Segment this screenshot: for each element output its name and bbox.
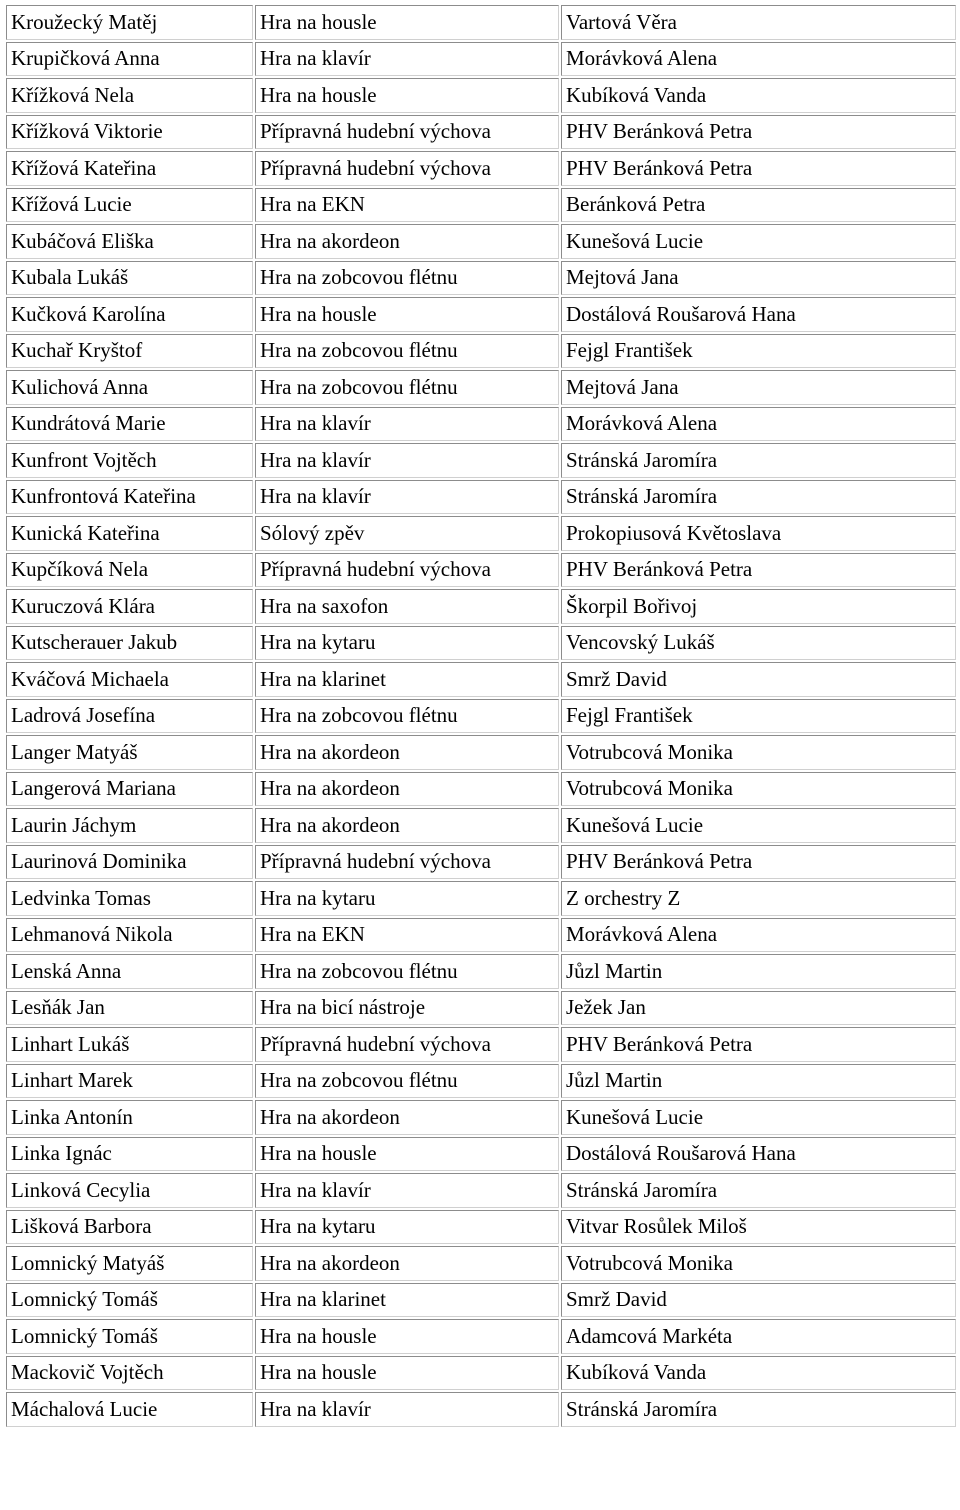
teacher-cell: Morávková Alena [561, 918, 956, 953]
student-name-cell: Lomnický Matyáš [6, 1246, 253, 1281]
subject-cell: Hra na housle [255, 1137, 559, 1172]
student-name-cell: Lomnický Tomáš [6, 1319, 253, 1354]
table-row [6, 78, 956, 113]
teacher-cell: PHV Beránková Petra [561, 115, 956, 150]
student-name-cell: Kubala Lukáš [6, 261, 253, 296]
table-row [6, 334, 956, 369]
student-name-cell: Linhart Marek [6, 1064, 253, 1099]
table-row [6, 188, 956, 223]
student-name-cell: Laurinová Dominika [6, 845, 253, 880]
student-name-cell: Lenská Anna [6, 954, 253, 989]
table-row [6, 662, 956, 697]
table-row [6, 224, 956, 259]
student-name-cell: Krupičková Anna [6, 42, 253, 77]
subject-cell: Hra na zobcovou flétnu [255, 1064, 559, 1099]
table-row [6, 370, 956, 405]
teacher-cell: Vartová Věra [561, 5, 956, 40]
student-name-cell: Langerová Mariana [6, 772, 253, 807]
table-row [6, 735, 956, 770]
subject-cell: Přípravná hudební výchova [255, 845, 559, 880]
teacher-cell: Morávková Alena [561, 407, 956, 442]
student-name-cell: Kváčová Michaela [6, 662, 253, 697]
student-name-cell: Kunická Kateřina [6, 516, 253, 551]
subject-cell: Hra na EKN [255, 918, 559, 953]
table-row [6, 1137, 956, 1172]
subject-cell: Sólový zpěv [255, 516, 559, 551]
table-row [6, 115, 956, 150]
roster-body [6, 5, 956, 1427]
student-name-cell: Langer Matyáš [6, 735, 253, 770]
subject-cell: Hra na klavír [255, 1173, 559, 1208]
table-row [6, 5, 956, 40]
student-name-cell: Kubáčová Eliška [6, 224, 253, 259]
teacher-cell: Votrubcová Monika [561, 772, 956, 807]
student-name-cell: Křížová Lucie [6, 188, 253, 223]
student-name-cell: Linka Ignác [6, 1137, 253, 1172]
teacher-cell: Vitvar Rosůlek Miloš [561, 1210, 956, 1245]
subject-cell: Hra na housle [255, 297, 559, 332]
teacher-cell: Beránková Petra [561, 188, 956, 223]
subject-cell: Hra na saxofon [255, 589, 559, 624]
teacher-cell: Vencovský Lukáš [561, 626, 956, 661]
subject-cell: Přípravná hudební výchova [255, 1027, 559, 1062]
table-row [6, 1210, 956, 1245]
teacher-cell: Mejtová Jana [561, 261, 956, 296]
table-row [6, 42, 956, 77]
subject-cell: Hra na klavír [255, 480, 559, 515]
subject-cell: Hra na housle [255, 1356, 559, 1391]
table-row [6, 1356, 956, 1391]
table-row [6, 808, 956, 843]
subject-cell: Hra na housle [255, 5, 559, 40]
subject-cell: Přípravná hudební výchova [255, 151, 559, 186]
table-row [6, 297, 956, 332]
teacher-cell: Ježek Jan [561, 991, 956, 1026]
subject-cell: Hra na kytaru [255, 626, 559, 661]
table-row [6, 1392, 956, 1427]
student-name-cell: Ledvinka Tomas [6, 881, 253, 916]
teacher-cell: Kubíková Vanda [561, 1356, 956, 1391]
subject-cell: Hra na housle [255, 78, 559, 113]
table-row [6, 991, 956, 1026]
student-name-cell: Křížová Kateřina [6, 151, 253, 186]
student-name-cell: Kutscherauer Jakub [6, 626, 253, 661]
subject-cell: Hra na kytaru [255, 881, 559, 916]
table-row [6, 626, 956, 661]
student-name-cell: Linková Cecylia [6, 1173, 253, 1208]
subject-cell: Hra na klavír [255, 443, 559, 478]
subject-cell: Hra na akordeon [255, 772, 559, 807]
teacher-cell: Jůzl Martin [561, 1064, 956, 1099]
teacher-cell: Kunešová Lucie [561, 1100, 956, 1135]
table-row [6, 589, 956, 624]
teacher-cell: Jůzl Martin [561, 954, 956, 989]
table-row [6, 1283, 956, 1318]
teacher-cell: Smrž David [561, 1283, 956, 1318]
subject-cell: Přípravná hudební výchova [255, 553, 559, 588]
student-name-cell: Linhart Lukáš [6, 1027, 253, 1062]
teacher-cell: Stránská Jaromíra [561, 443, 956, 478]
table-row [6, 954, 956, 989]
teacher-cell: Škorpil Bořivoj [561, 589, 956, 624]
teacher-cell: Dostálová Roušarová Hana [561, 297, 956, 332]
table-row [6, 918, 956, 953]
student-name-cell: Lomnický Tomáš [6, 1283, 253, 1318]
table-row [6, 516, 956, 551]
student-name-cell: Linka Antonín [6, 1100, 253, 1135]
subject-cell: Hra na zobcovou flétnu [255, 334, 559, 369]
subject-cell: Hra na zobcovou flétnu [255, 954, 559, 989]
table-row [6, 1173, 956, 1208]
student-name-cell: Kroužecký Matěj [6, 5, 253, 40]
table-row [6, 151, 956, 186]
subject-cell: Hra na klavír [255, 1392, 559, 1427]
table-row [6, 1100, 956, 1135]
student-name-cell: Kuruczová Klára [6, 589, 253, 624]
table-row [6, 443, 956, 478]
subject-cell: Hra na zobcovou flétnu [255, 261, 559, 296]
student-roster-table [4, 3, 958, 1429]
student-name-cell: Kučková Karolína [6, 297, 253, 332]
subject-cell: Hra na zobcovou flétnu [255, 370, 559, 405]
table-row [6, 261, 956, 296]
student-name-cell: Lehmanová Nikola [6, 918, 253, 953]
teacher-cell: Kunešová Lucie [561, 224, 956, 259]
teacher-cell: Stránská Jaromíra [561, 1173, 956, 1208]
teacher-cell: PHV Beránková Petra [561, 553, 956, 588]
teacher-cell: Mejtová Jana [561, 370, 956, 405]
teacher-cell: Kunešová Lucie [561, 808, 956, 843]
student-name-cell: Máchalová Lucie [6, 1392, 253, 1427]
subject-cell: Hra na kytaru [255, 1210, 559, 1245]
student-name-cell: Kunfrontová Kateřina [6, 480, 253, 515]
student-name-cell: Křížková Nela [6, 78, 253, 113]
student-name-cell: Kupčíková Nela [6, 553, 253, 588]
student-name-cell: Lišková Barbora [6, 1210, 253, 1245]
subject-cell: Hra na klarinet [255, 662, 559, 697]
student-name-cell: Ladrová Josefína [6, 699, 253, 734]
teacher-cell: Prokopiusová Květoslava [561, 516, 956, 551]
subject-cell: Hra na klavír [255, 407, 559, 442]
teacher-cell: PHV Beránková Petra [561, 845, 956, 880]
student-name-cell: Kuchař Kryštof [6, 334, 253, 369]
teacher-cell: Dostálová Roušarová Hana [561, 1137, 956, 1172]
subject-cell: Hra na akordeon [255, 735, 559, 770]
student-name-cell: Křížková Viktorie [6, 115, 253, 150]
table-row [6, 407, 956, 442]
teacher-cell: PHV Beránková Petra [561, 1027, 956, 1062]
teacher-cell: Morávková Alena [561, 42, 956, 77]
table-row [6, 1064, 956, 1099]
table-row [6, 881, 956, 916]
table-row [6, 1319, 956, 1354]
student-name-cell: Lesňák Jan [6, 991, 253, 1026]
table-row [6, 1027, 956, 1062]
teacher-cell: Fejgl František [561, 334, 956, 369]
table-row [6, 480, 956, 515]
teacher-cell: Stránská Jaromíra [561, 1392, 956, 1427]
table-row [6, 772, 956, 807]
table-row [6, 553, 956, 588]
subject-cell: Hra na housle [255, 1319, 559, 1354]
student-name-cell: Kundrátová Marie [6, 407, 253, 442]
subject-cell: Hra na akordeon [255, 1246, 559, 1281]
subject-cell: Hra na akordeon [255, 808, 559, 843]
student-name-cell: Laurin Jáchym [6, 808, 253, 843]
teacher-cell: Smrž David [561, 662, 956, 697]
table-row [6, 699, 956, 734]
subject-cell: Hra na akordeon [255, 1100, 559, 1135]
teacher-cell: Fejgl František [561, 699, 956, 734]
subject-cell: Hra na zobcovou flétnu [255, 699, 559, 734]
subject-cell: Hra na akordeon [255, 224, 559, 259]
table-row [6, 845, 956, 880]
student-name-cell: Kunfront Vojtěch [6, 443, 253, 478]
teacher-cell: Z orchestry Z [561, 881, 956, 916]
teacher-cell: Kubíková Vanda [561, 78, 956, 113]
teacher-cell: PHV Beránková Petra [561, 151, 956, 186]
student-name-cell: Mackovič Vojtěch [6, 1356, 253, 1391]
subject-cell: Hra na klarinet [255, 1283, 559, 1318]
teacher-cell: Votrubcová Monika [561, 1246, 956, 1281]
subject-cell: Přípravná hudební výchova [255, 115, 559, 150]
document-page [4, 3, 956, 1429]
student-name-cell: Kulichová Anna [6, 370, 253, 405]
teacher-cell: Stránská Jaromíra [561, 480, 956, 515]
teacher-cell: Adamcová Markéta [561, 1319, 956, 1354]
table-row [6, 1246, 956, 1281]
teacher-cell: Votrubcová Monika [561, 735, 956, 770]
subject-cell: Hra na EKN [255, 188, 559, 223]
subject-cell: Hra na bicí nástroje [255, 991, 559, 1026]
subject-cell: Hra na klavír [255, 42, 559, 77]
